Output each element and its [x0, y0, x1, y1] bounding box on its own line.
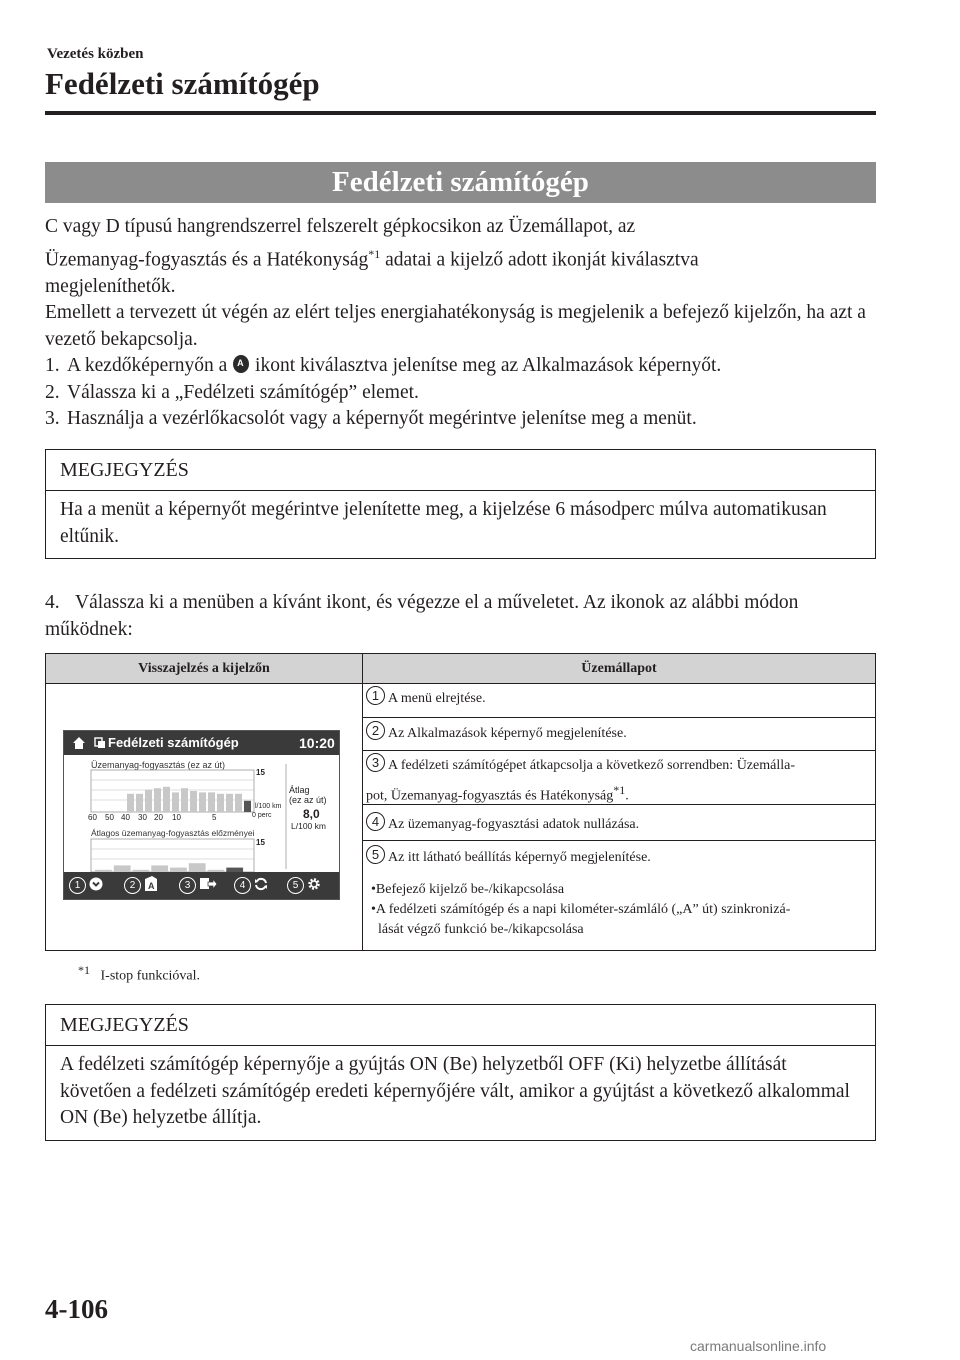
column-header-display: Visszajelzés a kijelzőn — [138, 661, 270, 676]
title-rule — [45, 111, 876, 115]
graph-bar — [189, 863, 206, 872]
menu-hide-button[interactable]: 1 — [69, 876, 117, 896]
average-label: Átlag — [289, 785, 310, 795]
graph-bar — [226, 794, 233, 812]
graph-bar — [136, 794, 143, 812]
step-4: 4. Válassza ki a menüben a kívánt ikont, és végezze el a műveletet. Az ikonok az alábbi módon működnek: — [45, 592, 799, 640]
graph-bar — [151, 865, 168, 872]
footnote: $^{*1}$ I-stop funkcióval. — [78, 963, 201, 984]
note-heading: MEGJEGYZÉS — [46, 1005, 875, 1046]
table-row: 3 A fedélzeti számítógépet átkapcsolja a következő sorrendben: Üzemálla- pot, Üzemanyag-fogyasztás és Hatékonyság$^{*1}$. — [366, 755, 795, 804]
graph-bar — [172, 792, 179, 812]
table-row: 5 Az itt látható beállítás képernyő megjelenítése. — [363, 845, 875, 869]
graph-bar — [181, 788, 188, 812]
step-3: 3. Használja a vezérlőkacsolót vagy a képernyőt megérintve jelenítse meg a menüt. — [45, 408, 697, 429]
fuel-graph-x-ticks — [88, 813, 248, 823]
intro-text — [45, 214, 875, 433]
fuel-graph-ymax: 15 — [256, 768, 265, 777]
note-text: A fedélzeti számítógép képernyője a gyújtás ON (Be) helyzetből OFF (Ki) helyzetbe állítását követően a fedélzeti számítógép eredeti képernyőjére vált, amikor a gyújtást a következő alkalommal ON (Be) helyzetbe állítja. — [60, 1054, 850, 1128]
watermark: carmanualsonline.info — [690, 1338, 827, 1354]
note-text: Ha a menüt a képernyőt megérintve jelenítette meg, a kijelzése 6 másodperc múlva automatikusan eltűnik. — [60, 499, 827, 547]
table-row: 4 Az üzemanyag-fogyasztási adatok nullázása. — [363, 812, 875, 836]
average-unit: L/100 km — [291, 821, 326, 831]
intro-paragraph-2: Emellett a tervezett út végén az elért teljes energiahatékonyság is megjelenik a befejező kijelzőn, ha azt a vezető bekapcsolja. — [45, 302, 866, 350]
menu-reset-button[interactable]: 4 — [234, 876, 282, 896]
menu-applications-button[interactable]: 2 A — [124, 876, 172, 896]
column-header-function: Üzemállapot — [581, 661, 657, 676]
note-heading: MEGJEGYZÉS — [46, 450, 875, 491]
graph-bar — [235, 794, 242, 812]
menu-settings-button[interactable]: 5 — [287, 876, 335, 896]
x-tick: 60 — [88, 813, 97, 822]
graph-bar — [244, 801, 251, 812]
section-title: Fedélzeti számítógép — [45, 162, 876, 203]
x-tick: 50 — [105, 813, 114, 822]
graph-bar — [145, 790, 152, 812]
screen-menu-bar — [64, 872, 339, 899]
graph-bar — [154, 788, 161, 812]
graph-bar — [208, 792, 215, 812]
page-number: 4-106 — [45, 1294, 108, 1324]
fuel-graph-zero: 0 perc — [252, 812, 272, 819]
average-value: 8,0 — [303, 807, 320, 821]
screen-title: Fedélzeti számítógép — [108, 735, 239, 750]
applications-icon — [144, 876, 158, 892]
menu-switch-screen-button[interactable]: 3 — [179, 876, 227, 896]
page-title: Fedélzeti számítógép — [45, 66, 320, 101]
x-tick: 40 — [121, 813, 130, 822]
settings-sub-items: •Befejező kijelző be-/kikapcsolása •A fedélzeti számítógép és a napi kilométer-számláló („A” út) szinkronizá- lását végző funkció be-/kikapcsolása — [371, 882, 791, 937]
svg-text:A: A — [148, 881, 155, 891]
settings-gear-icon — [307, 877, 321, 891]
step-2: 2. Válassza ki a „Fedélzeti számítógép” elemet. — [45, 381, 419, 403]
x-tick: 10 — [172, 813, 181, 822]
graph-bar — [163, 787, 170, 812]
applications-icon — [233, 355, 249, 373]
hide-menu-icon — [89, 877, 103, 891]
fuel-graph-label: Üzemanyag-fogyasztás (ez az út) — [91, 760, 226, 770]
graph-bar — [199, 792, 206, 812]
table-row: 1 A menü elrejtése. — [363, 686, 875, 710]
graph-bar — [127, 794, 134, 812]
graph-bar — [217, 794, 224, 812]
reset-icon — [254, 877, 268, 891]
intro-paragraph-1: C vagy D típusú hangrendszerrel felszerelt gépkocsikon az Üzemállapot, az Üzemanyag-fogyasztás és a Hatékonyság$^{*1}$ adatai a kijelző adott ikonját kiválasztva megjeleníthetők. — [45, 216, 699, 297]
history-graph-label: Átlagos üzemanyag-fogyasztás előzményei — [91, 828, 255, 838]
table-row: 2 Az Alkalmazások képernyő megjelenítése. — [363, 721, 875, 745]
table-header — [46, 654, 875, 684]
fuel-graph-unit: l/100 km — [255, 803, 282, 810]
step-1: 1. A kezdőképernyőn a A ikont kiválasztva jelenítse meg az Alkalmazások képernyőt. — [45, 353, 875, 380]
display-screen-illustration — [63, 730, 340, 900]
screen-clock: 10:20 — [299, 735, 335, 751]
x-tick: 20 — [154, 813, 163, 822]
breadcrumb: Vezetés közben — [47, 46, 144, 62]
graph-bar — [190, 791, 197, 812]
average-label-trip: (ez az út) — [289, 795, 327, 805]
switch-screen-icon — [199, 877, 217, 891]
history-graph-ymax: 15 — [256, 838, 265, 847]
note-box-2 — [45, 1004, 876, 1141]
x-tick: 5 — [212, 813, 217, 822]
graph-bar — [114, 865, 131, 872]
note-box-1 — [45, 449, 876, 559]
x-tick: 30 — [138, 813, 147, 822]
